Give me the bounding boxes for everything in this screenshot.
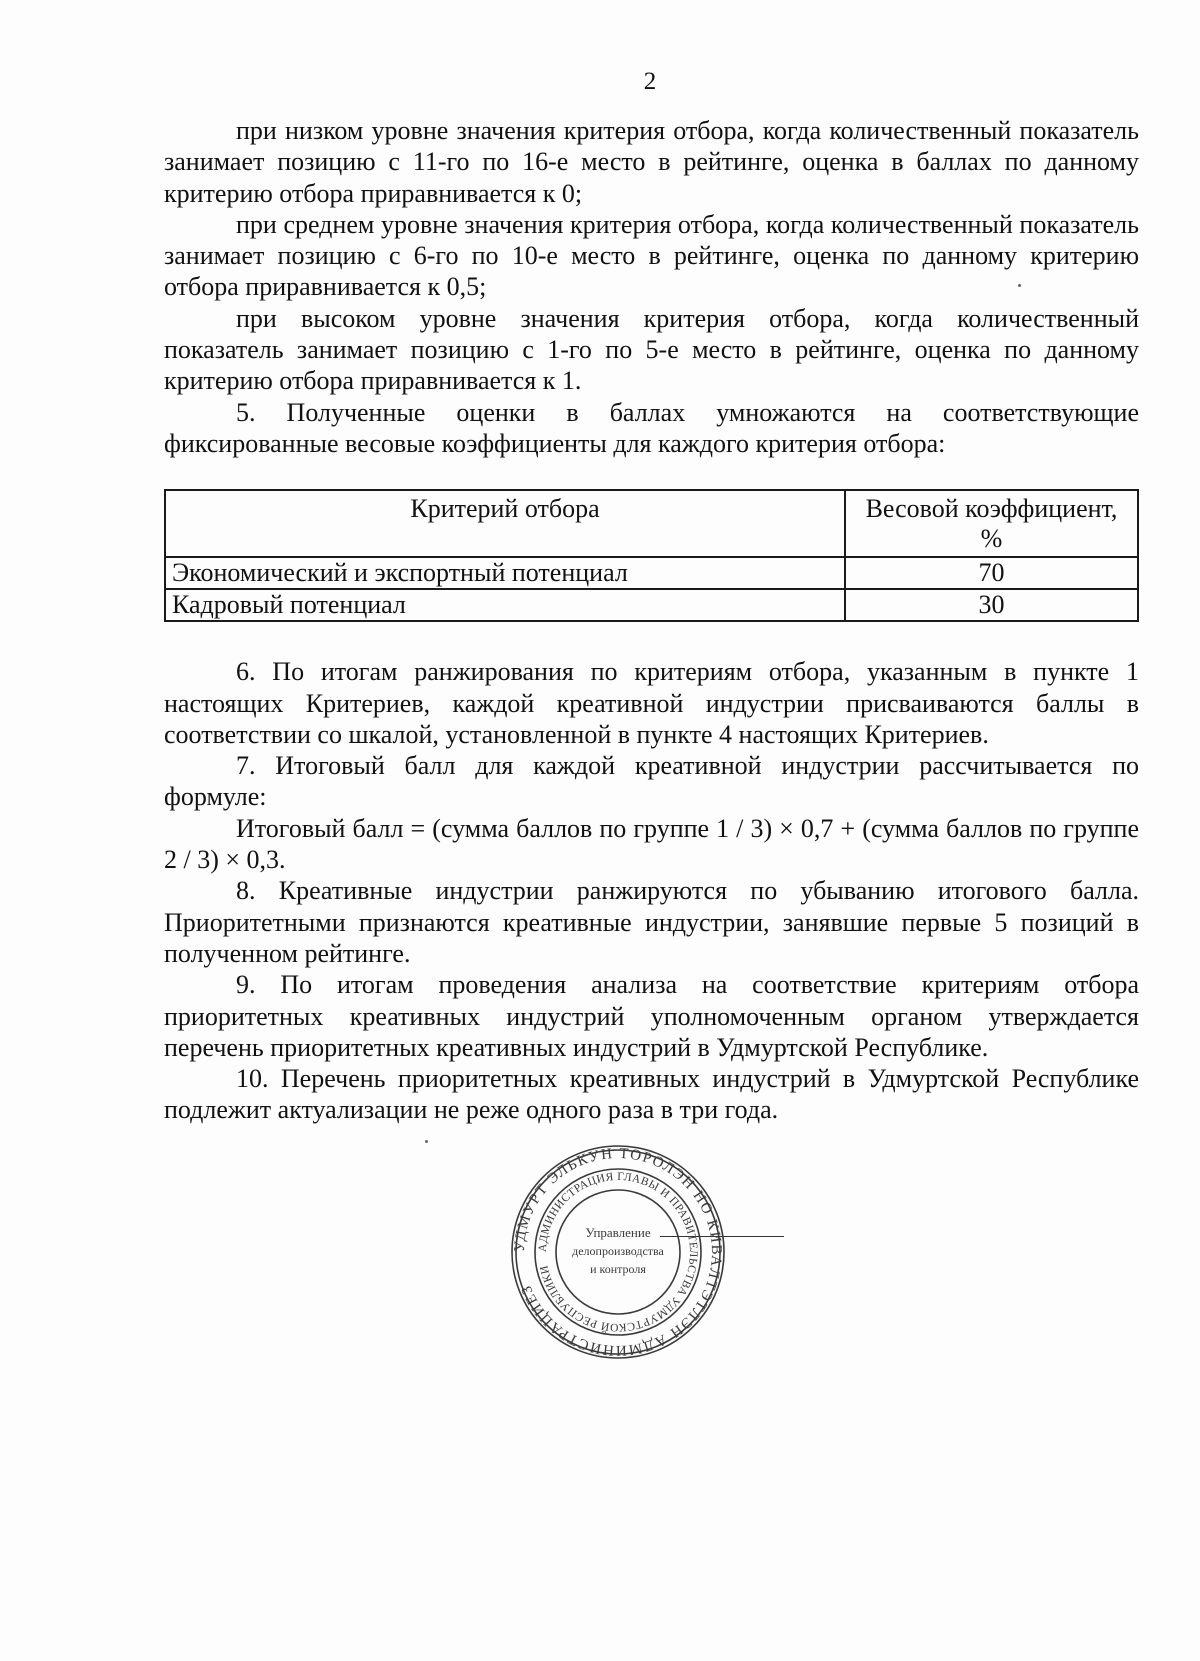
table-row <box>165 557 1138 589</box>
weights-table <box>164 489 1139 622</box>
stamp-center-line-1: Управление <box>585 1225 651 1240</box>
stamp-seal-icon <box>508 1142 728 1362</box>
paragraph-item-7: 7. Итоговый балл для каждой креативной индустрии рассчитывается по формуле: <box>164 751 1139 812</box>
stamp-inner-text: АДМИНИСТРАЦИЯ ГЛАВЫ И ПРАВИТЕЛЬСТВА УДМУРТСКОЙ РЕСПУБЛИКИ <box>536 1170 700 1334</box>
paragraph-high-level: при высоком уровне значения критерия отбора, когда количественный показатель занимает позицию с 1-го по 5-е место в рейтинге, оценка по данному критерию отбора приравнивается к 1. <box>164 303 1139 396</box>
paragraph-item-6: 6. По итогам ранжирования по критериям отбора, указанным в пункте 1 настоящих Критериев, каждой креативной индустрии присваиваются баллы в соответствии со шкалой, установленной в пункте 4 настоящих Критериев. <box>164 657 1139 749</box>
row-criterion: Кадровый потенциал <box>165 589 845 621</box>
row-criterion: Экономический и экспортный потенциал <box>165 557 845 589</box>
paragraph-low-level: при низком уровне значения критерия отбора, когда количественный показатель занимает позицию с 11-го по 16-е место в рейтинге, оценка в баллах по данному критерию отбора приравнивается к 0; <box>164 116 1139 208</box>
signature-line <box>660 1236 784 1237</box>
paragraph-item-8: 8. Креативные индустрии ранжируются по убыванию итогового балла. Приоритетными признаются креативные индустрии, занявшие первые 5 позиций в полученном рейтинге. <box>164 876 1139 968</box>
official-stamp <box>508 1142 728 1362</box>
row-weight: 70 <box>845 557 1138 589</box>
header-criterion: Критерий отбора <box>165 490 845 557</box>
paragraph-item-9: 9. По итогам проведения анализа на соответствие критериям отбора приоритетных креативных индустрий уполномоченным органом утверждается перечень приоритетных креативных индустрий в Удмуртской Республике. <box>164 970 1139 1062</box>
formula-text: Итоговый балл = (сумма баллов по группе 1 / 3) × 0,7 + (сумма баллов по группе 2 / 3) × 0,3. <box>164 813 1139 875</box>
weights-table-container <box>164 489 1139 622</box>
stamp-outer-text: УДМУРТ ЭЛЬКУН ТОРОЛЭН НО КИВАЛТЭТЛЭН АДМИНИСТРАЦИЕЗ <box>511 1145 725 1359</box>
stamp-center-line-3: и контроля <box>590 1262 646 1276</box>
page-number: 2 <box>643 68 657 95</box>
paragraph-item-10: 10. Перечень приоритетных креативных индустрий в Удмуртской Республике подлежит актуализации не реже одного раза в три года. <box>164 1064 1139 1125</box>
scan-speck <box>425 1140 428 1143</box>
scan-speck <box>1018 284 1021 287</box>
paragraph-item-5: 5. Полученные оценки в баллах умножаются на соответствующие фиксированные весовые коэффициенты для каждого критерия отбора: <box>164 397 1139 458</box>
table-header-row <box>165 490 1138 557</box>
table-row <box>165 589 1138 621</box>
header-weight: Весовой коэффициент, % <box>845 490 1138 557</box>
row-weight: 30 <box>845 589 1138 621</box>
paragraph-medium-level: при среднем уровне значения критерия отбора, когда количественный показатель занимает позицию с 6-го по 10-е место в рейтинге, оценка по данному критерию отбора приравнивается к 0,5; <box>164 209 1139 302</box>
stamp-center-line-2: делопроизводства <box>572 1244 664 1258</box>
document-body <box>164 115 1139 1126</box>
